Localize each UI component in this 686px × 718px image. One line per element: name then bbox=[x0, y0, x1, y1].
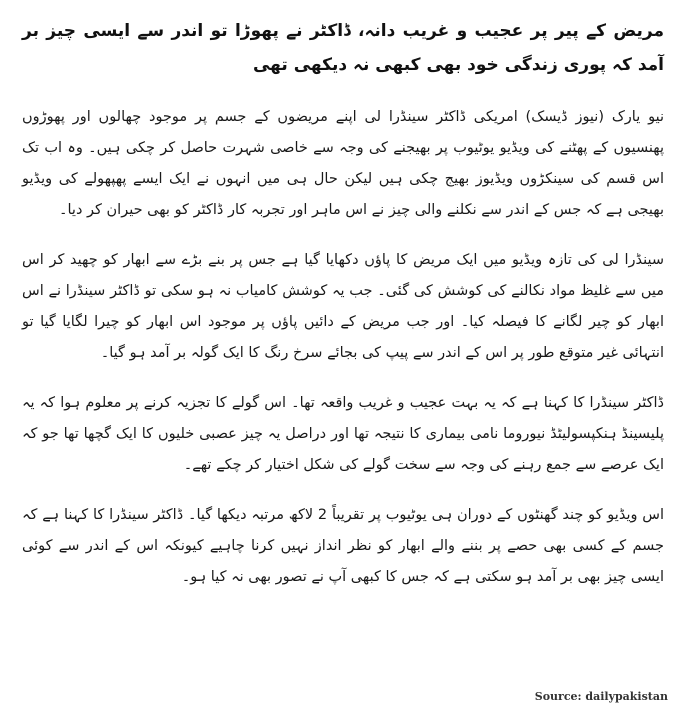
source-credit: Source: dailypakistan bbox=[534, 690, 668, 703]
article-paragraph: سینڈرا لی کی تازہ ویڈیو میں ایک مریض کا پاؤں دکھایا گیا ہے جس پر بنے بڑے سے ابھار کو چھید کر اس میں سے غلیظ مواد نکالنے کی کوشش کی گئی۔ جب یہ کوشش کامیاب نہ ہو سکی تو ڈاکٹر سینڈرا نے اس ابھار کو چیر لگانے کا فیصلہ کیا۔ اور جب مریض کے دائیں پاؤں پر موجود اس ابھار کو چیرا لگایا گیا تو انتہائی غیر متوقع طور پر اس کے اندر سے پیپ کی بجائے سرخ رنگ کا ایک گولہ بر آمد ہو گیا۔ bbox=[22, 252, 664, 361]
article-paragraph: اس ویڈیو کو چند گھنٹوں کے دوران ہی یوٹیوب پر تقریباً 2 لاکھ مرتبہ دیکھا گیا۔ ڈاکٹر سینڈرا کا کہنا ہے کہ جسم کے کسی بھی حصے پر بننے والے ابھار کو نظر انداز نہیں کرنا چاہیے کیونکہ اس کے اندر سے کوئی ایسی چیز بھی بر آمد ہو سکتی ہے کہ جس کا کبھی آپ نے تصور بھی نہ کیا ہو۔ bbox=[22, 507, 665, 585]
article-headline: مریض کے پیر پر عجیب و غریب دانہ، ڈاکٹر نے پھوڑا تو اندر سے ایسی چیز بر آمد کہ پوری زندگی خود بھی کبھی نہ دیکھی تھی bbox=[22, 21, 664, 75]
article-paragraph: ڈاکٹر سینڈرا کا کہنا ہے کہ یہ بہت عجیب و غریب واقعہ تھا۔ اس گولے کا تجزیہ کرنے پر معلوم ہوا کہ یہ پلیسینڈ ہنکپسولیٹڈ نیوروما نامی بیماری کا نتیجہ تھا اور دراصل یہ چیز عصبی خلیوں کا ایک گچھا تھا جو کہ ایک عرصے سے جمع رہنے کی وجہ سے سخت گولے کی شکل اختیار کر چکے تھے۔ bbox=[22, 395, 664, 473]
article-paragraph: نیو یارک (نیوز ڈیسک) امریکی ڈاکٹر سینڈرا لی اپنے مریضوں کے جسم پر موجود چھالوں اور پھوڑوں پھنسیوں کے پھٹنے کی ویڈیو یوٹیوب پر بھیجنے کی وجہ سے خاصی شہرت حاصل کر چکی ہیں۔ وہ اب تک اس قسم کی سینکڑوں ویڈیوز بھیج چکی ہیں لیکن حال ہی میں انہوں نے ایک ایسے پھپھولے کی ویڈیو بھیجی ہے کہ جس کے اندر سے نکلنے والی چیز نے اس ماہر اور تجربہ کار ڈاکٹر کو بھی حیران کر دیا۔ bbox=[22, 109, 664, 218]
